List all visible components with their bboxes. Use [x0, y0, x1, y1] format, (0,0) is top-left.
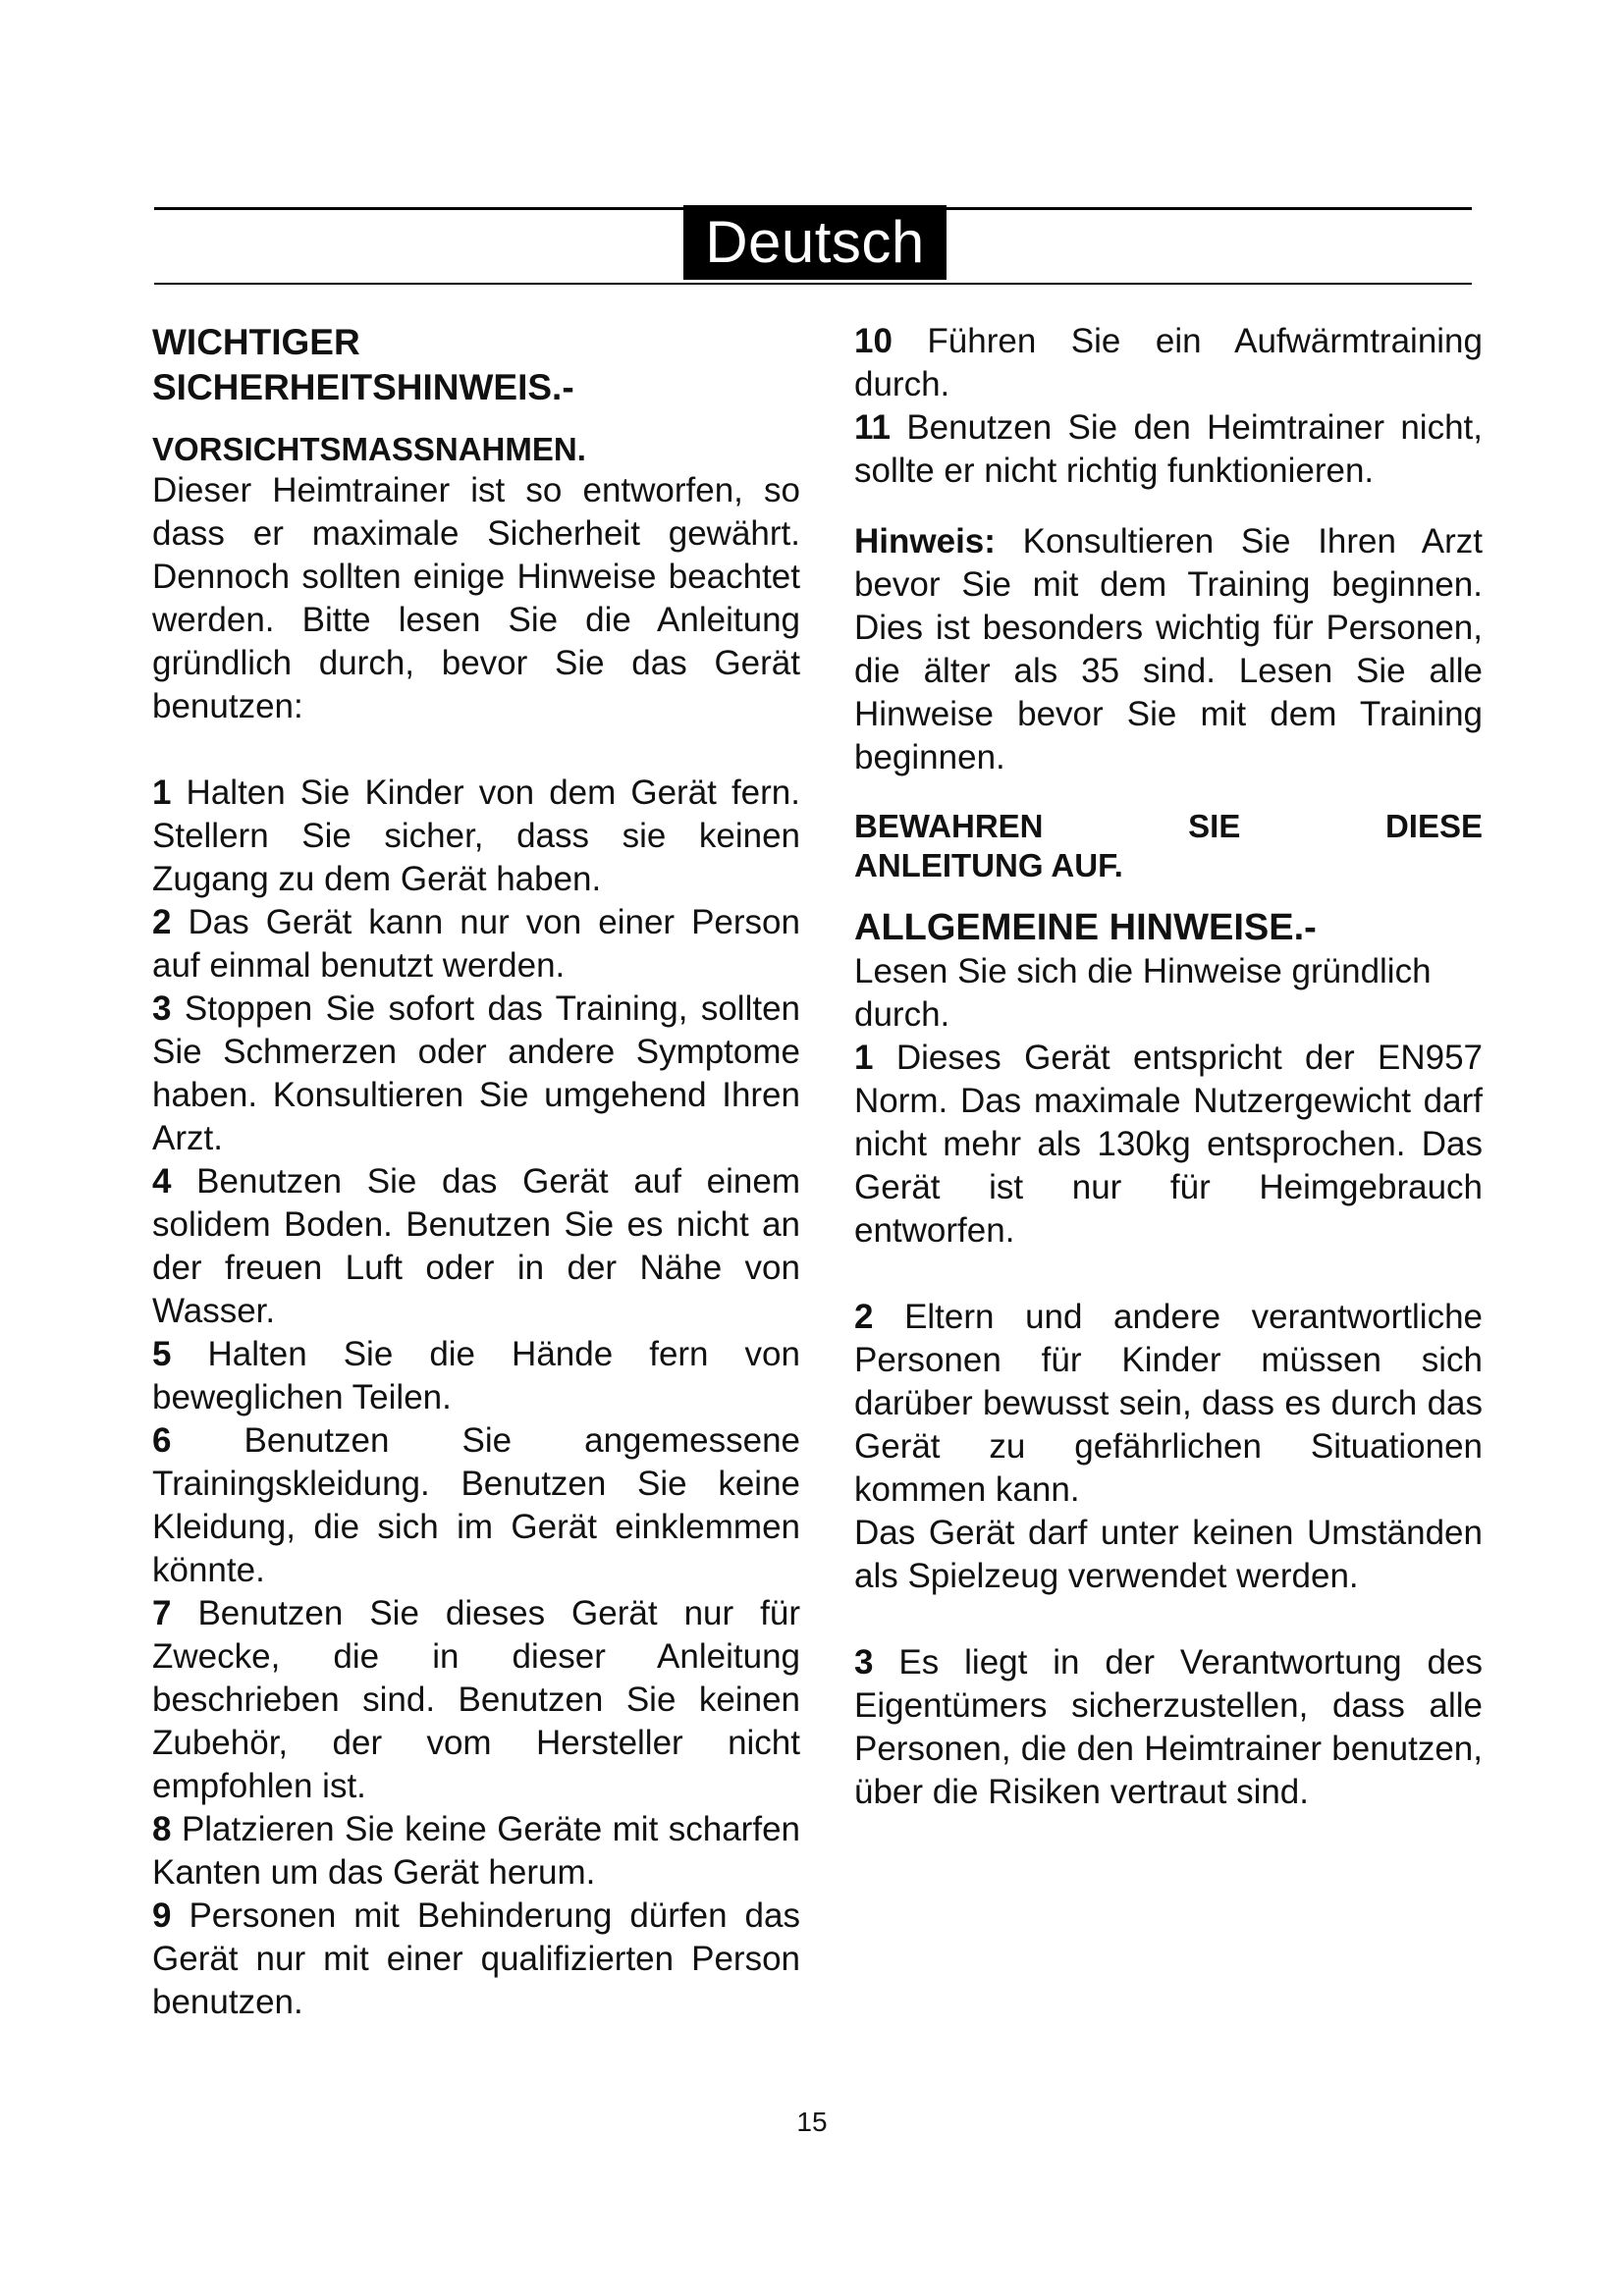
list-item-3	[152, 988, 800, 1160]
header-bottom-rule	[154, 283, 1472, 285]
item-text: Das Gerät kann nur von einer Person auf einmal benutzt werden.	[152, 903, 800, 985]
item-number: 2	[854, 1298, 874, 1336]
list-item-10	[854, 320, 1483, 406]
general-notes-heading: ALLGEMEINE HINWEISE.-	[854, 907, 1317, 948]
item-text: Platzieren Sie keine Geräte mit scharfen Kanten um das Gerät herum.	[152, 1810, 800, 1892]
item-number: 5	[152, 1335, 172, 1373]
list-item-8	[152, 1808, 800, 1895]
language-banner: Deutsch	[683, 205, 947, 280]
item-number: 1	[854, 1039, 874, 1077]
note-label: Hinweis:	[854, 522, 996, 561]
precautions-heading: VORSICHTSMASSNAHMEN.	[152, 431, 586, 467]
general-intro: Lesen Sie sich die Hinweise gründlich durch.	[854, 952, 1432, 1034]
item-number: 10	[854, 322, 893, 360]
item-text: Personen mit Behinderung dürfen das Gerät nur mit einer qualifizierten Person benutzen.	[152, 1896, 800, 2021]
list-item-7	[152, 1592, 800, 1808]
safety-title	[152, 320, 800, 410]
item-number: 1	[152, 774, 172, 812]
intro-paragraph: Dieser Heimtrainer ist so entworfen, so dass er maximale Sicherheit gewährt. Dennoch sollten einige Hinweise beachtet werden. Bitte lesen Sie die Anleitung gründlich durch, bevor Sie das Gerät benutzen:	[152, 471, 800, 725]
right-column	[854, 320, 1483, 1814]
item-number: 7	[152, 1594, 172, 1632]
item-number: 4	[152, 1162, 172, 1201]
item-number: 3	[152, 989, 172, 1028]
left-column	[152, 320, 800, 2024]
item-text: Benutzen Sie angemessene Trainingskleidung. Benutzen Sie keine Kleidung, die sich im Gerät einklemmen könnte.	[152, 1421, 800, 1589]
keep-instructions-notice	[854, 807, 1483, 885]
toy-warning: Das Gerät darf unter keinen Umständen als Spielzeug verwendet werden.	[854, 1514, 1483, 1595]
item-number: 3	[854, 1643, 874, 1682]
list-item-5	[152, 1333, 800, 1419]
list-item-9	[152, 1895, 800, 2024]
item-text: Es liegt in der Verantwortung des Eigentümers sicherzustellen, dass alle Personen, die den Heimtrainer benutzen, über die Risiken vertraut sind.	[854, 1643, 1483, 1811]
item-text: Halten Sie Kinder von dem Gerät fern. Stellern Sie sicher, dass sie keinen Zugang zu dem Gerät haben.	[152, 774, 800, 898]
item-text: Benutzen Sie das Gerät auf einem solidem Boden. Benutzen Sie es nicht an der freuen Luft oder in der Nähe von Wasser.	[152, 1162, 800, 1330]
list-item-6	[152, 1419, 800, 1592]
item-text: Benutzen Sie den Heimtrainer nicht, sollte er nicht richtig funktionieren.	[854, 408, 1483, 490]
keep-line-1: BEWAHREN SIE DIESE	[854, 808, 1483, 844]
item-text: Stoppen Sie sofort das Training, sollten Sie Schmerzen oder andere Symptome haben. Konsultieren Sie umgehend Ihren Arzt.	[152, 989, 801, 1157]
general-item-1	[854, 1037, 1483, 1253]
item-number: 8	[152, 1810, 172, 1848]
general-item-3	[854, 1641, 1483, 1814]
page-number: 15	[796, 2107, 828, 2137]
safety-title-line1: WICHTIGER	[152, 322, 360, 362]
item-number: 6	[152, 1421, 172, 1460]
item-text: Eltern und andere verantwortliche Personen für Kinder müssen sich darüber bewusst sein, dass es durch das Gerät zu gefährlichen Situationen kommen kann.	[854, 1298, 1483, 1509]
item-text: Führen Sie ein Aufwärmtraining durch.	[854, 322, 1483, 403]
item-number: 2	[152, 903, 172, 941]
note-text: Konsultieren Sie Ihren Arzt bevor Sie mit dem Training beginnen. Dies ist besonders wichtig für Personen, die älter als 35 sind. Lesen Sie alle Hinweise bevor Sie mit dem Training beginnen.	[854, 522, 1483, 776]
safety-title-line2: SICHERHEITSHINWEIS.-	[152, 367, 574, 407]
general-item-2	[854, 1296, 1483, 1512]
item-text: Halten Sie die Hände fern von beweglichen Teilen.	[152, 1335, 800, 1416]
list-item-4	[152, 1160, 800, 1333]
item-number: 9	[152, 1896, 172, 1935]
list-item-1	[152, 772, 800, 901]
item-text: Dieses Gerät entspricht der EN957 Norm. Das maximale Nutzergewicht darf nicht mehr als 130kg entsprochen. Das Gerät ist nur für Heimgebrauch entworfen.	[854, 1039, 1483, 1250]
list-item-11	[854, 406, 1483, 493]
keep-line-2: ANLEITUNG AUF.	[854, 847, 1123, 883]
item-text: Benutzen Sie dieses Gerät nur für Zwecke, die in dieser Anleitung beschrieben sind. Benutzen Sie keinen Zubehör, der vom Hersteller nicht empfohlen ist.	[152, 1594, 800, 1805]
doctor-note	[854, 520, 1483, 779]
item-number: 11	[854, 408, 891, 447]
list-item-2	[152, 901, 800, 988]
